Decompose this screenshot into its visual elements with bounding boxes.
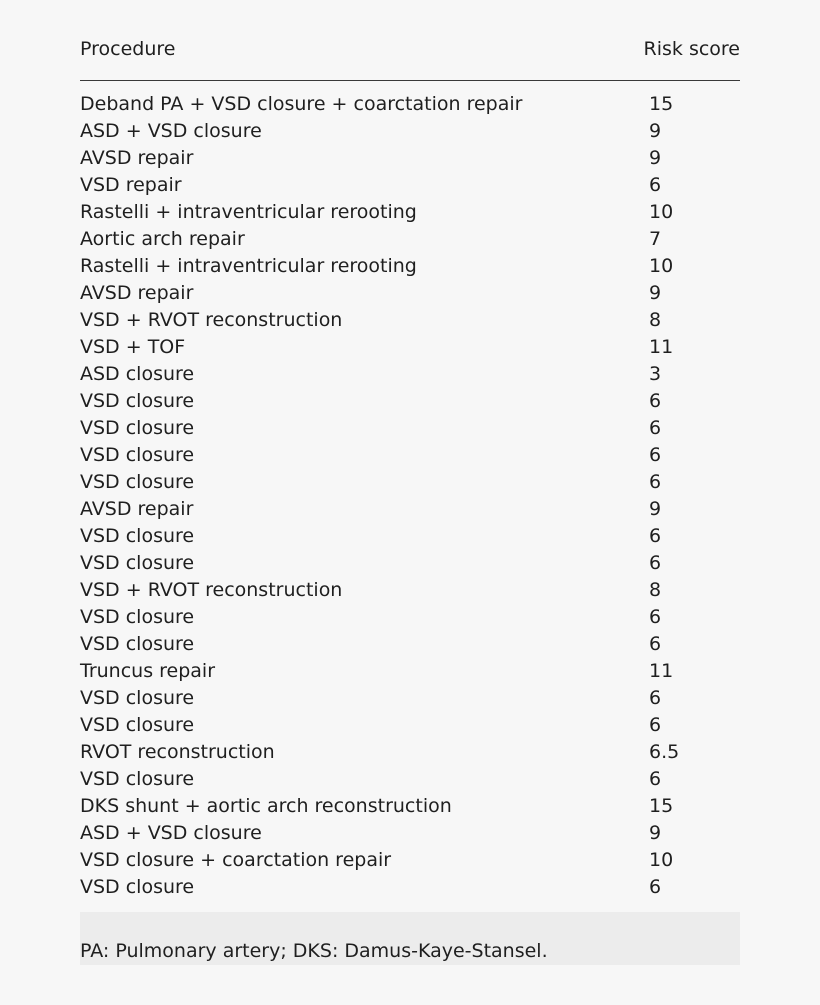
- table-row: [80, 226, 740, 253]
- risk-score-cell: 11: [649, 660, 674, 682]
- table-row: [80, 523, 740, 550]
- table-row: [80, 631, 740, 658]
- risk-score-cell: 9: [649, 120, 662, 142]
- table-row: [80, 334, 740, 361]
- table-row: [80, 550, 740, 577]
- risk-score-cell: 6.5: [649, 741, 680, 763]
- risk-score-cell: 6: [649, 417, 662, 439]
- table-row: [80, 442, 740, 469]
- table-body: [80, 91, 740, 901]
- risk-score-cell: 6: [649, 444, 662, 466]
- table-header: [80, 0, 740, 81]
- procedure-cell: Aortic arch repair: [80, 228, 245, 250]
- table-row: [80, 253, 740, 280]
- procedure-cell: Truncus repair: [80, 660, 216, 682]
- procedure-cell: AVSD repair: [80, 282, 194, 304]
- procedure-cell: VSD closure: [80, 444, 195, 466]
- risk-score-cell: 15: [649, 93, 674, 115]
- procedure-cell: ASD + VSD closure: [80, 120, 262, 142]
- table-row: [80, 145, 740, 172]
- procedure-cell: Rastelli + intraventricular rerooting: [80, 201, 417, 223]
- procedure-cell: DKS shunt + aortic arch reconstruction: [80, 795, 452, 817]
- table-row: [80, 604, 740, 631]
- risk-score-cell: 6: [649, 606, 662, 628]
- risk-score-cell: 6: [649, 390, 662, 412]
- table-row: [80, 847, 740, 874]
- table-row: [80, 766, 740, 793]
- procedure-cell: VSD + TOF: [80, 336, 186, 358]
- table-row: [80, 577, 740, 604]
- risk-score-cell: 6: [649, 714, 662, 736]
- procedure-cell: VSD closure: [80, 525, 195, 547]
- header-risk-score: Risk score: [643, 38, 740, 60]
- procedure-cell: VSD closure: [80, 606, 195, 628]
- table-row: [80, 172, 740, 199]
- procedure-cell: AVSD repair: [80, 147, 194, 169]
- risk-score-cell: 11: [649, 336, 674, 358]
- procedure-cell: VSD closure: [80, 768, 195, 790]
- risk-score-cell: 6: [649, 876, 662, 898]
- risk-score-cell: 10: [649, 201, 674, 223]
- table-row: [80, 91, 740, 118]
- table-row: [80, 496, 740, 523]
- risk-score-cell: 8: [649, 579, 662, 601]
- risk-score-cell: 10: [649, 255, 674, 277]
- risk-score-cell: 6: [649, 471, 662, 493]
- risk-score-cell: 9: [649, 498, 662, 520]
- table-row: [80, 307, 740, 334]
- table-row: [80, 820, 740, 847]
- table-row: [80, 712, 740, 739]
- footnote: PA: Pulmonary artery; DKS: Damus-Kaye-Stansel.: [80, 940, 548, 962]
- table-row: [80, 388, 740, 415]
- risk-score-cell: 9: [649, 147, 662, 169]
- table-row: [80, 685, 740, 712]
- risk-score-cell: 7: [649, 228, 662, 250]
- risk-score-cell: 8: [649, 309, 662, 331]
- risk-score-cell: 3: [649, 363, 662, 385]
- procedure-cell: VSD repair: [80, 174, 182, 196]
- table-row: [80, 361, 740, 388]
- procedure-cell: Deband PA + VSD closure + coarctation repair: [80, 93, 523, 115]
- risk-score-cell: 6: [649, 525, 662, 547]
- table-row: [80, 415, 740, 442]
- procedure-cell: VSD closure: [80, 552, 195, 574]
- footnote-box: [80, 912, 740, 965]
- header-procedure: Procedure: [80, 38, 176, 60]
- table-row: [80, 469, 740, 496]
- procedure-cell: VSD closure: [80, 471, 195, 493]
- procedure-risk-table: [80, 0, 740, 898]
- procedure-cell: RVOT reconstruction: [80, 741, 275, 763]
- risk-score-cell: 6: [649, 552, 662, 574]
- risk-score-cell: 9: [649, 822, 662, 844]
- procedure-cell: VSD closure: [80, 714, 195, 736]
- risk-score-cell: 6: [649, 633, 662, 655]
- risk-score-cell: 6: [649, 687, 662, 709]
- table-row: [80, 199, 740, 226]
- risk-score-cell: 9: [649, 282, 662, 304]
- risk-score-cell: 6: [649, 768, 662, 790]
- procedure-cell: AVSD repair: [80, 498, 194, 520]
- table-row: [80, 658, 740, 685]
- procedure-cell: VSD closure: [80, 687, 195, 709]
- procedure-cell: Rastelli + intraventricular rerooting: [80, 255, 417, 277]
- table-row: [80, 739, 740, 766]
- risk-score-cell: 15: [649, 795, 674, 817]
- table-row: [80, 793, 740, 820]
- procedure-cell: VSD closure + coarctation repair: [80, 849, 392, 871]
- procedure-cell: VSD closure: [80, 390, 195, 412]
- procedure-cell: ASD + VSD closure: [80, 822, 262, 844]
- procedure-cell: VSD closure: [80, 876, 195, 898]
- procedure-cell: VSD closure: [80, 417, 195, 439]
- table-row: [80, 874, 740, 901]
- table-row: [80, 118, 740, 145]
- procedure-cell: ASD closure: [80, 363, 195, 385]
- risk-score-cell: 6: [649, 174, 662, 196]
- procedure-cell: VSD + RVOT reconstruction: [80, 309, 343, 331]
- risk-score-cell: 10: [649, 849, 674, 871]
- procedure-cell: VSD closure: [80, 633, 195, 655]
- table-row: [80, 280, 740, 307]
- procedure-cell: VSD + RVOT reconstruction: [80, 579, 343, 601]
